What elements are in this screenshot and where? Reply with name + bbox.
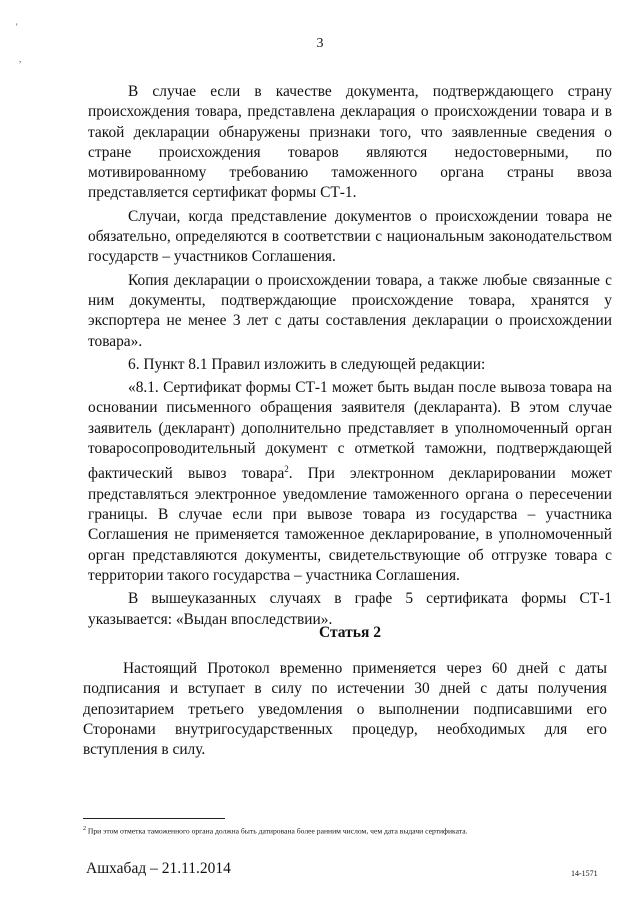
body-text [88,82,612,630]
paragraph: Случаи, когда представление документов о происхождении товара не обязательно, определяются в соответствии с национальным законодательством государств – участников Соглашения. [88,207,612,266]
scan-mark: , [19,54,22,64]
article-heading: Статья 2 [319,624,381,641]
document-code: 14-1571 [571,869,598,878]
footnote-number: 2 [83,826,86,832]
footnote-divider [83,818,225,819]
paragraph: 6. Пункт 8.1 Правил изложить в следующей редакции: [128,355,486,373]
paragraph-text: «8.1. Сертификат формы СТ-1 может быть выдан после вывоза товара на основании письменного обращения заявителя (декларанта). В этом случае заявитель (декларант) дополнительно представляет в уполномоченный орган товаросопроводительный документ с отметкой таможни, подтверждающей фактический вывоз товара [88,379,612,483]
article-text [83,659,607,760]
paragraph-text: . При электронном декларировании может представляться электронное уведомление таможенного органа о пересечении границы. В случае если при вывозе товара из государства – участника Соглашения не применяется таможенное декларирование, в уполномоченный орган представляются документы, свидетельствующие об отгрузке товара с территории такого государства – участника Соглашения. [88,465,612,584]
place-date: Ашхабад – 21.11.2014 [86,860,231,877]
footnote-reference: 2 [284,464,289,475]
footnote [83,824,613,837]
page-number: 3 [316,36,324,51]
paragraph [88,378,612,586]
scan-mark: ' [16,22,18,32]
paragraph: Настоящий Протокол временно применяется через 60 дней с даты подписания и вступает в силу по истечении 30 дней с даты получения депозитарием третьего уведомления о выполнении подписавшими его Сторонами внутригосударственных процедур, необходимых для его вступления в силу. [83,660,607,759]
paragraph: Копия декларации о происхождении товара, а также любые связанные с ним документы, подтверждающие происхождение товара, хранятся у экспортера не менее 3 лет с даты составления декларации о происхождении товара». [88,271,612,350]
paragraph: В вышеуказанных случаях в графе 5 сертификата формы СТ-1 указывается: «Выдан впоследствии». [88,590,612,628]
paragraph: В случае если в качестве документа, подтверждающего страну происхождения товара, представлена декларация о происхождении товара и в такой декларации обнаружены признаки того, что заявленные сведения о стране происхождения товаров являются недостоверными, по мотивированному требованию таможенного органа страны ввоза представляется сертификат формы СТ-1. [88,83,612,202]
footnote-text: При этом отметка таможенного органа должна быть датирована более ранним числом, чем дата выдачи сертификата. [87,826,468,836]
